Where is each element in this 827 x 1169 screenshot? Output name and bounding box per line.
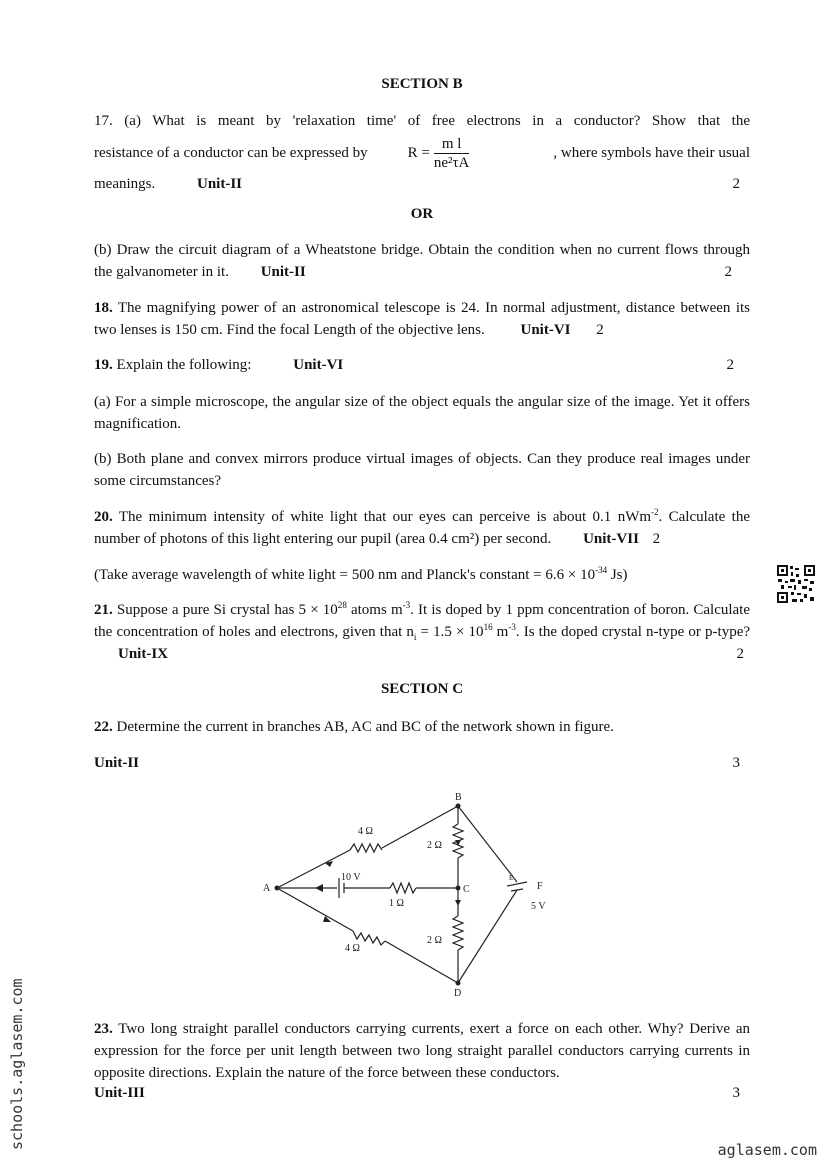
q20-exp1: -2: [651, 507, 659, 517]
q22-marks: 3: [732, 755, 740, 771]
q17-line2-post: , where symbols have their usual: [553, 145, 750, 161]
q23-unit-line: [94, 1082, 750, 1104]
q17-b-marks: 2: [724, 264, 732, 280]
wire-b-to-f: [458, 806, 517, 882]
q19-header: [94, 354, 750, 376]
q17-line3: [94, 173, 750, 195]
watermark-left[interactable]: schools.aglasem.com: [8, 978, 26, 1150]
label-b: B: [455, 792, 462, 803]
q20-number: 20.: [94, 509, 113, 525]
q18-text: The magnifying power of an astronomical telescope is 24. In normal adjustment, distance between its two lenses is 150 cm. Find the focal Length of the objective lens.: [94, 300, 750, 338]
watermark-right[interactable]: aglasem.com: [717, 1141, 817, 1159]
q21-sub-i: i: [413, 632, 417, 642]
q19-a: (a) For a simple microscope, the angular size of the object equals the angular size of the image. Yet it offers magnification.: [94, 394, 750, 432]
label-r-ac: 1 Ω: [389, 898, 404, 909]
q20-text1: The minimum intensity of white light that our eyes can perceive is about 0.1 nWm: [118, 509, 652, 525]
q21-marks: 2: [736, 646, 744, 662]
q20-marks: 2: [652, 531, 661, 547]
formula-lhs: R =: [407, 145, 430, 161]
arrow-bc: [455, 840, 461, 846]
node-a: [275, 886, 280, 891]
label-f: F: [537, 881, 543, 892]
circuit-diagram: [255, 788, 555, 1003]
label-r-bc: 2 Ω: [427, 840, 442, 851]
q20-unit: Unit-VII: [583, 531, 639, 547]
section-c-heading: SECTION C: [380, 681, 464, 697]
q22-unit: Unit-II: [94, 755, 140, 771]
label-e: E: [509, 874, 514, 882]
label-r-cd: 2 Ω: [427, 935, 442, 946]
label-a: A: [263, 883, 271, 894]
q23-number: 23.: [94, 1021, 113, 1037]
q22-unit-line: [94, 752, 750, 774]
q19-marks: 2: [726, 357, 734, 373]
q17-or: OR: [410, 206, 434, 222]
formula-fraction: [434, 135, 470, 172]
q21-t6: . Is the doped crystal n-type or p-type?: [515, 624, 751, 640]
q17-marks: 2: [732, 176, 740, 192]
q19-number: 19.: [94, 357, 113, 373]
q19-b: (b) Both plane and convex mirrors produce virtual images of objects. Can they produce real images under some circumstances?: [94, 451, 750, 489]
q19-text: Explain the following:: [116, 357, 252, 373]
q17-line1: 17. (a) What is meant by 'relaxation time' of free electrons in a conductor? Show that the: [94, 113, 750, 129]
q21-e4: -3: [508, 622, 516, 632]
q18: [94, 297, 750, 341]
q22-number: 22.: [94, 719, 113, 735]
q22-text: Determine the current in branches AB, AC and BC of the network shown in figure.: [116, 719, 614, 735]
q17-line2-pre: resistance of a conductor can be expressed by: [94, 145, 368, 161]
q20: [94, 506, 750, 550]
arrow-ac: [315, 884, 323, 892]
resistor-ab: [350, 844, 382, 852]
q21-e3: 16: [483, 622, 493, 632]
q21-number: 21.: [94, 602, 113, 618]
wire-ad-to-d: [385, 941, 458, 983]
q23-unit: Unit-III: [94, 1085, 145, 1101]
resistor-cd: [453, 916, 463, 950]
q23-marks: 3: [732, 1085, 740, 1101]
q17-b-unit: Unit-II: [260, 264, 306, 280]
q21-t4: = 1.5 × 10: [416, 624, 484, 640]
q18-unit: Unit-VI: [520, 322, 571, 338]
label-c: C: [463, 884, 470, 895]
wire-ab-to-b: [382, 806, 458, 848]
q21-t5: m: [492, 624, 509, 640]
cell-5v-plate-long: [507, 882, 527, 886]
section-b-heading: SECTION B: [381, 76, 463, 92]
q17-formula: [408, 135, 474, 172]
label-d: D: [454, 988, 462, 999]
q17-b-text: (b) Draw the circuit diagram of a Wheatstone bridge. Obtain the condition when no current flows through the galvanometer in it.: [94, 242, 750, 280]
arrow-cd: [455, 900, 461, 906]
q23-text: Two long straight parallel conductors carrying currents, exert a force on each other. Why? Derive an expression for the force per unit length between two long straight parallel conductors carrying currents in opposite directions. Explain the nature of the force between these conductors.: [94, 1021, 750, 1081]
q18-marks: 2: [596, 322, 604, 338]
wire-a-to-ad-resistor: [277, 888, 353, 931]
q18-number: 18.: [94, 300, 113, 316]
label-v-ac: 10 V: [341, 872, 361, 883]
q21-t3: . It is doped by 1 ppm concentration of boron. Calculate the concentration of holes and electrons, given that n: [94, 602, 751, 640]
node-d: [456, 981, 461, 986]
q23: [94, 1018, 750, 1084]
q21-e2: -3: [402, 600, 411, 610]
label-r-ad: 4 Ω: [345, 943, 360, 954]
formula-denominator: ne²τA: [433, 154, 470, 171]
q20-note1: (Take average wavelength of white light = 500 nm and Planck's constant = 6.6 × 10: [94, 567, 596, 583]
q17-meanings: meanings.: [94, 176, 156, 192]
q21-e1: 28: [337, 600, 347, 610]
q17-unit: Unit-II: [197, 176, 243, 192]
node-c: [456, 886, 461, 891]
resistor-ac: [390, 883, 416, 893]
q21-t2: atoms m: [346, 602, 403, 618]
label-r-ab: 4 Ω: [358, 826, 373, 837]
q17-b: [94, 239, 750, 283]
wire-f-to-d: [458, 890, 517, 983]
q21-t1: Suppose a pure Si crystal has 5 × 10: [116, 602, 338, 618]
label-v-f: 5 V: [531, 901, 546, 912]
q17-line2: [94, 136, 750, 170]
qr-code-icon[interactable]: [776, 564, 816, 604]
q21: [94, 599, 750, 665]
q20-text2: . Calculate the number of photons of this light entering our pupil (area 0.4 cm²) per second.: [94, 509, 750, 547]
q21-unit: Unit-IX: [118, 646, 169, 662]
q19-unit: Unit-VI: [293, 357, 344, 373]
q20-note: [94, 564, 750, 586]
q22-line: [94, 716, 750, 738]
q20-note-exp: -34: [595, 565, 608, 575]
formula-numerator: m l: [434, 135, 470, 154]
q20-note2: Js): [607, 567, 628, 583]
node-b: [456, 804, 461, 809]
